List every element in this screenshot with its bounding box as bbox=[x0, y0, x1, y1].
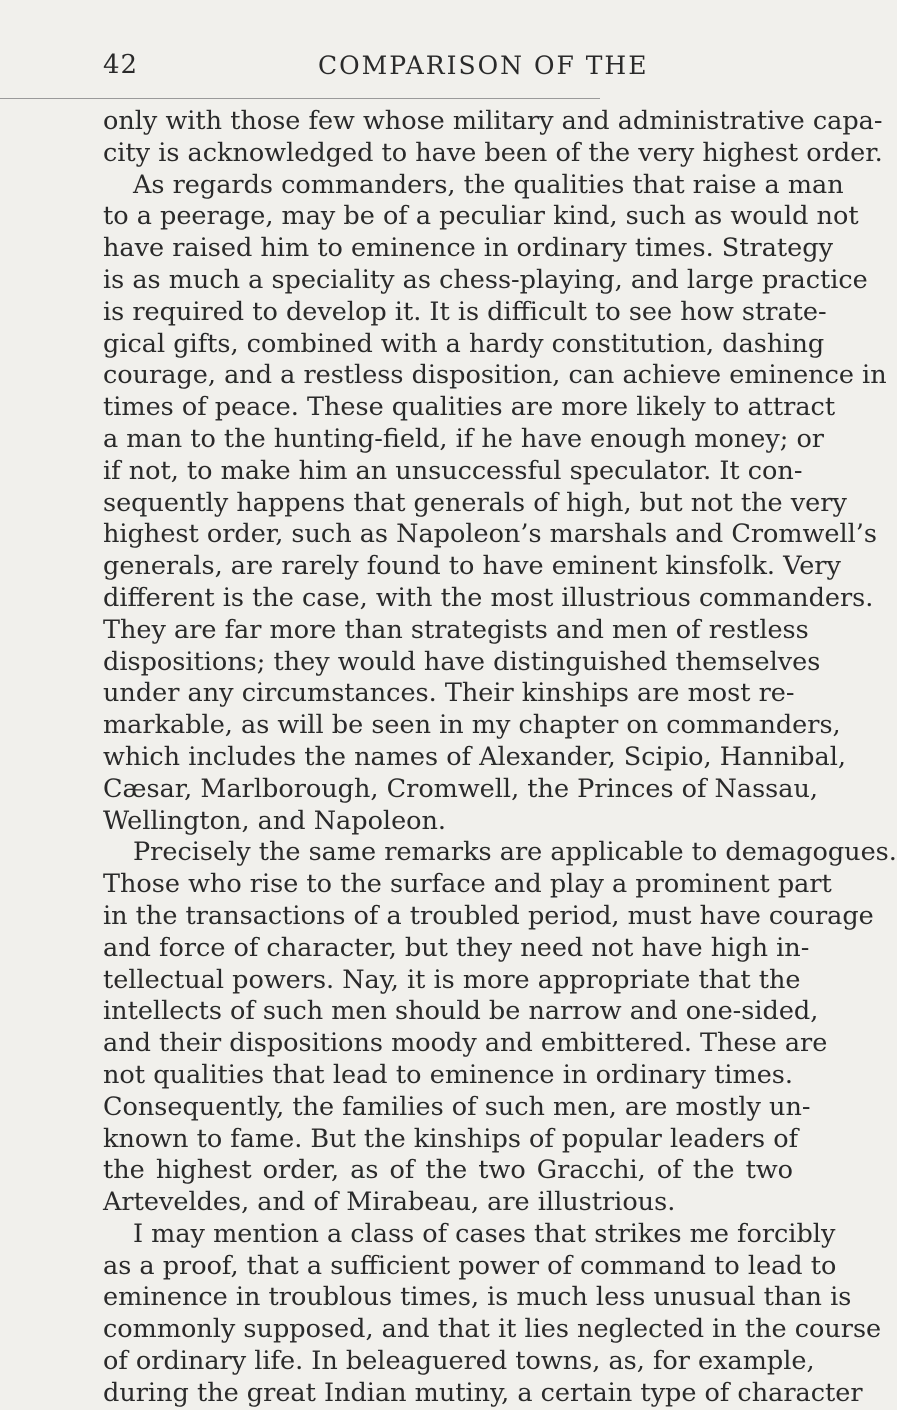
text-line: commonly supposed, and that it lies neglected in the course bbox=[103, 1314, 882, 1345]
text-line: eminence in troublous times, is much less unusual than is bbox=[103, 1282, 852, 1313]
text-line: and their dispositions moody and embittered. These are bbox=[103, 1028, 828, 1059]
text-line: Arteveldes, and of Mirabeau, are illustrious. bbox=[103, 1187, 676, 1218]
text-line: have raised him to eminence in ordinary times. Strategy bbox=[103, 233, 833, 264]
text-line: only with those few whose military and administrative capa- bbox=[103, 106, 883, 136]
text-line: of ordinary life. In beleaguered towns, as, for example, bbox=[103, 1346, 815, 1377]
body-text bbox=[103, 106, 897, 1410]
text-line: highest order, such as Napoleon’s marshals and Cromwell’s bbox=[103, 519, 877, 550]
text-line: if not, to make him an unsuccessful speculator. It con- bbox=[103, 455, 803, 486]
text-line: is as much a speciality as chess-playing, and large practice bbox=[103, 264, 868, 295]
text-line: is required to develop it. It is difficult to see how strate- bbox=[103, 296, 827, 327]
text-line: known to fame. But the kinships of popular leaders of bbox=[103, 1123, 799, 1154]
text-line: times of peace. These qualities are more likely to attract bbox=[103, 392, 836, 423]
page-number: 42 bbox=[103, 50, 139, 80]
paragraph-start-line: As regards commanders, the qualities that raise a man bbox=[133, 169, 844, 200]
text-line: Cæsar, Marlborough, Cromwell, the Princes of Nassau, bbox=[103, 773, 818, 804]
text-line: gical gifts, combined with a hardy constitution, dashing bbox=[103, 328, 825, 359]
text-line: markable, as will be seen in my chapter on commanders, bbox=[103, 710, 841, 741]
text-line: the highest order, as of the two Gracchi, of the two bbox=[103, 1155, 793, 1186]
text-line: different is the case, with the most illustrious commanders. bbox=[103, 582, 874, 613]
text-line: They are far more than strategists and men of restless bbox=[103, 614, 809, 645]
text-line: which includes the names of Alexander, Scipio, Hannibal, bbox=[103, 741, 846, 772]
text-line: in the transactions of a troubled period, must have courage bbox=[103, 900, 874, 931]
text-line: tellectual powers. Nay, it is more appropriate that the bbox=[103, 964, 801, 995]
text-line: not qualities that lead to eminence in ordinary times. bbox=[103, 1059, 793, 1090]
text-line: and force of character, but they need not have high in- bbox=[103, 932, 810, 963]
text-line: generals, are rarely found to have eminent kinsfolk. Very bbox=[103, 551, 841, 582]
text-line: sequently happens that generals of high, but not the very bbox=[103, 487, 847, 518]
text-line: intellects of such men should be narrow and one-sided, bbox=[103, 996, 819, 1027]
text-line: city is acknowledged to have been of the very highest order. bbox=[103, 137, 883, 168]
text-line: during the great Indian mutiny, a certain type of character bbox=[103, 1377, 863, 1408]
text-line: Wellington, and Napoleon. bbox=[103, 805, 447, 836]
text-line: Those who rise to the surface and play a prominent part bbox=[103, 869, 832, 900]
text-line: as a proof, that a sufficient power of command to lead to bbox=[103, 1250, 837, 1281]
text-line: under any circumstances. Their kinships are most re- bbox=[103, 678, 795, 709]
running-head bbox=[103, 50, 798, 90]
text-line: Consequently, the families of such men, are mostly un- bbox=[103, 1091, 811, 1122]
text-line: courage, and a restless disposition, can achieve eminence in bbox=[103, 360, 887, 391]
paragraph-start-line: Precisely the same remarks are applicable to demagogues. bbox=[133, 837, 897, 868]
paragraph-start-line: I may mention a class of cases that strikes me forcibly bbox=[133, 1218, 836, 1249]
running-title: COMPARISON OF THE bbox=[318, 51, 649, 80]
text-line: a man to the hunting-field, if he have enough money; or bbox=[103, 423, 824, 454]
text-line: dispositions; they would have distinguished themselves bbox=[103, 646, 821, 677]
header-rule bbox=[0, 98, 600, 99]
text-line: to a peerage, may be of a peculiar kind, such as would not bbox=[103, 201, 859, 232]
